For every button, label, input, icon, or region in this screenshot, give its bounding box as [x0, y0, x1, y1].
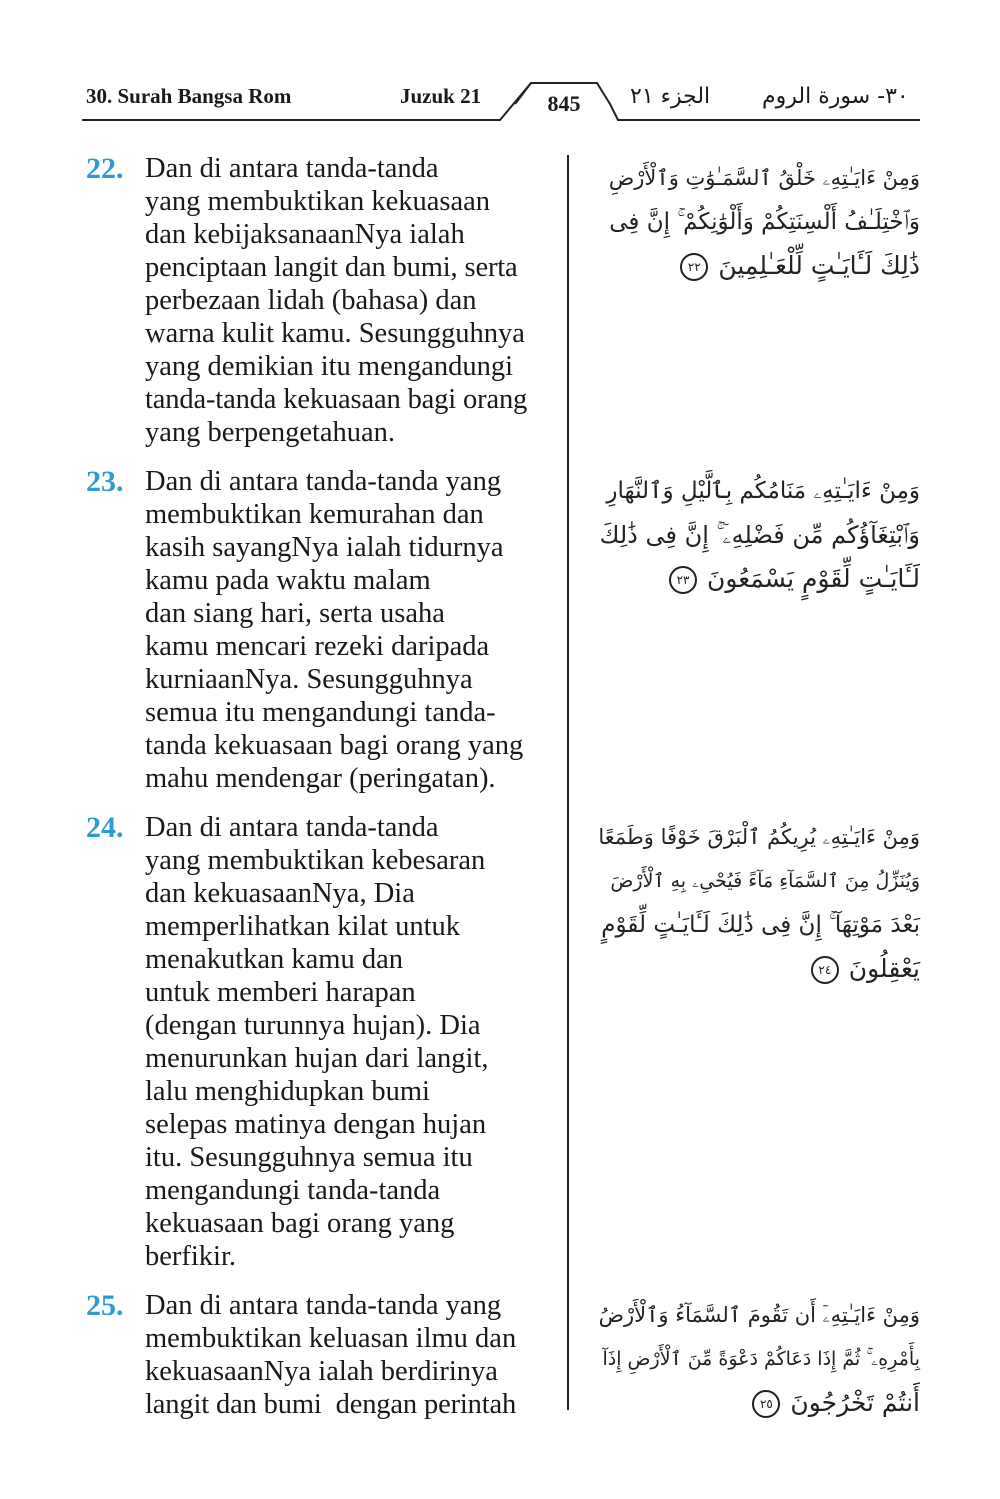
translation-line: kurniaanNya. Sesungguhnya — [145, 664, 473, 695]
arabic-line-text: أَنتُمْ تَخْرُجُونَ — [790, 1388, 920, 1417]
translation-line: memperlihatkan kilat untuk — [145, 911, 461, 942]
translation-line: tanda kekuasaan bagi orang yang — [145, 730, 524, 761]
ayah-end-marker: ٢٥ — [752, 1390, 780, 1418]
verse-number: 22. — [86, 152, 124, 185]
arabic-verse — [598, 815, 920, 991]
arabic-verse — [598, 1293, 920, 1425]
arabic-line — [598, 557, 920, 601]
arabic-line: وَمِنْ ءَايَـٰتِهِۦ خَلْقُ ٱلسَّمَـٰوَٰتِ وَٱلْأَرْضِ — [608, 166, 920, 190]
translation-line: penciptaan langit dan bumi, serta — [145, 252, 518, 283]
translation-line: menakutkan kamu dan — [145, 944, 404, 975]
ayah-end-marker: ٢٣ — [669, 566, 697, 594]
translation-line: yang demikian itu mengandungi — [145, 351, 514, 382]
translation-line: langit dan bumi dengan perintah — [145, 1389, 517, 1420]
translation-line: tanda-tanda kekuasaan bagi orang — [145, 384, 528, 415]
verse-translation — [145, 465, 557, 795]
translation-line: Dan di antara tanda-tanda — [145, 812, 439, 843]
translation-line: semua itu mengandungi tanda- — [145, 697, 496, 728]
arabic-line: وَٱبْتِغَآؤُكُم مِّن فَضْلِهِۦٓ ۚ إِنَّ فِى ذَٰلِكَ — [599, 521, 920, 549]
translation-line: yang membuktikan kebesaran — [145, 845, 486, 876]
verse-translation — [145, 1289, 557, 1421]
arabic-line — [598, 244, 920, 288]
translation-line: kasih sayangNya ialah tidurnya — [145, 532, 504, 563]
arabic-line-text: يَعْقِلُونَ — [848, 954, 920, 983]
translation-line: membuktikan keluasan ilmu dan — [145, 1323, 517, 1354]
header-rule — [0, 0, 1000, 140]
verse-number: 24. — [86, 811, 124, 844]
translation-line: dan kebijaksanaanNya ialah — [145, 219, 465, 250]
arabic-line: وَٱخْتِلَـٰفُ أَلْسِنَتِكُمْ وَأَلْوَٰنِكُمْ ۚ إِنَّ فِى — [609, 209, 920, 235]
translation-line: untuk memberi harapan — [145, 977, 416, 1008]
arabic-line: وَمِنْ ءَايَـٰتِهِۦ مَنَامُكُم بِٱلَّيْلِ وَٱلنَّهَارِ — [606, 478, 920, 504]
arabic-line: وَمِنْ ءَايَـٰتِهِۦٓ أَن تَقُومَ ٱلسَّمَآءُ وَٱلْأَرْضُ — [598, 1303, 920, 1327]
translation-line: berfikir. — [145, 1241, 237, 1272]
translation-line: dan siang hari, serta usaha — [145, 598, 445, 629]
translation-line: itu. Sesungguhnya semua itu — [145, 1142, 473, 1173]
translation-line: Dan di antara tanda-tanda yang — [145, 1290, 502, 1321]
juz-label: Juzuk 21 — [400, 84, 482, 108]
column-divider — [567, 155, 569, 1410]
translation-line: mengandungi tanda-tanda — [145, 1175, 441, 1206]
translation-line: Dan di antara tanda-tanda — [145, 153, 439, 184]
arabic-verse — [598, 156, 920, 288]
translation-line: dan kekuasaanNya, Dia — [145, 878, 415, 909]
arabic-verse — [598, 469, 920, 601]
translation-line: lalu menghidupkan bumi — [145, 1076, 430, 1107]
translation-line: kamu mencari rezeki daripada — [145, 631, 490, 662]
translation-line: warna kulit kamu. Sesungguhnya — [145, 318, 525, 349]
verse-number: 25. — [86, 1289, 124, 1322]
page-number: 845 — [547, 91, 581, 116]
verse-translation — [145, 152, 557, 449]
arabic-line: بِأَمْرِهِۦ ۚ ثُمَّ إِذَا دَعَاكُمْ دَعْوَةً مِّنَ ٱلْأَرْضِ إِذَآ — [602, 1348, 920, 1370]
verse-translation — [145, 811, 557, 1273]
translation-line: perbezaan lidah (bahasa) dan — [145, 285, 477, 316]
translation-line: kekuasaanNya ialah berdirinya — [145, 1356, 498, 1387]
translation-line: membuktikan kemurahan dan — [145, 499, 484, 530]
arabic-line: وَيُنَزِّلُ مِنَ ٱلسَّمَآءِ مَآءً فَيُحْىِۦ بِهِ ٱلْأَرْضَ — [610, 870, 920, 892]
translation-line: yang membuktikan kekuasaan — [145, 186, 491, 217]
ayah-end-marker: ٢٢ — [680, 253, 708, 281]
translation-line: Dan di antara tanda-tanda yang — [145, 466, 502, 497]
translation-line: (dengan turunnya hujan). Dia — [145, 1010, 481, 1041]
translation-line: selepas matinya dengan hujan — [145, 1109, 487, 1140]
verse-number: 23. — [86, 465, 124, 498]
translation-line: kekuasaan bagi orang yang — [145, 1208, 455, 1239]
translation-line: yang berpengetahuan. — [145, 417, 396, 448]
juz-label-arabic: الجزء ٢١ — [630, 84, 711, 109]
arabic-line — [598, 1381, 920, 1425]
arabic-line: وَمِنْ ءَايَـٰتِهِۦ يُرِيكُمُ ٱلْبَرْقَ خَوْفًا وَطَمَعًا — [598, 825, 920, 849]
surah-title-arabic: ٣٠- سورة الروم — [762, 84, 909, 109]
arabic-line: بَعْدَ مَوْتِهَآ ۚ إِنَّ فِى ذَٰلِكَ لَـَٔايَـٰتٍ لِّقَوْمٍ — [601, 912, 920, 938]
surah-title: 30. Surah Bangsa Rom — [86, 84, 292, 108]
arabic-line — [598, 947, 920, 991]
arabic-line-text: لَـَٔايَـٰتٍ لِّقَوْمٍ يَسْمَعُونَ — [707, 564, 920, 593]
arabic-line-text: ذَٰلِكَ لَـَٔايَـٰتٍ لِّلْعَـٰلِمِينَ — [718, 251, 920, 280]
translation-line: menurunkan hujan dari langit, — [145, 1043, 489, 1074]
translation-line: kamu pada waktu malam — [145, 565, 431, 596]
translation-line: mahu mendengar (peringatan). — [145, 763, 496, 794]
ayah-end-marker: ٢٤ — [811, 956, 839, 984]
